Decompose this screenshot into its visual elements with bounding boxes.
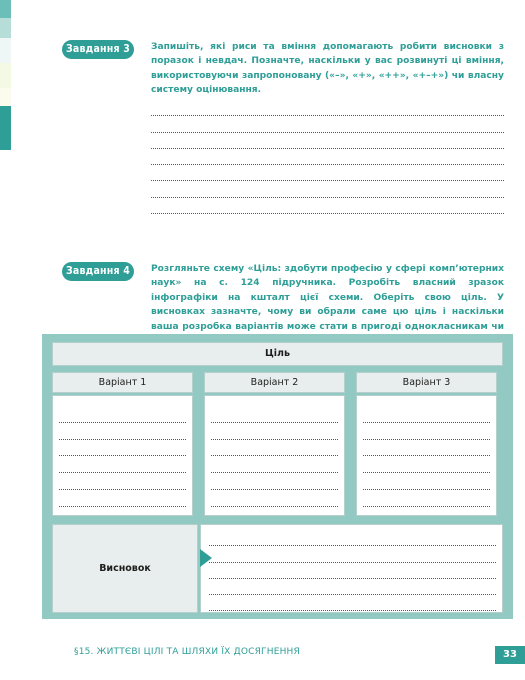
arrow-right-icon — [200, 549, 212, 567]
answer-line[interactable] — [211, 490, 338, 507]
answer-line[interactable] — [59, 406, 186, 423]
answer-line[interactable] — [211, 406, 338, 423]
side-strip-segment — [0, 63, 11, 88]
answer-line[interactable] — [209, 546, 496, 562]
answer-line[interactable] — [211, 440, 338, 457]
answer-line[interactable] — [363, 473, 490, 490]
variant-3-header: Варіант 3 — [356, 372, 497, 393]
task-4-badge: Завдання 4 — [62, 262, 134, 281]
answer-line[interactable] — [59, 440, 186, 457]
page-number: 33 — [495, 646, 525, 664]
task-4-text: Розгляньте схему «Ціль: здобути професію у сфері комп’ютерних наук» на с. 124 підручника. Розробіть власний зразок інфографіки на кшталт цієї схеми. Оберіть свою ціль. У висновках зазначте, чому ви обрали саме цю ціль і наскільки ваша розробка варіантів може стати в пригоді однокласникам чи — [151, 264, 504, 332]
answer-line[interactable] — [151, 149, 504, 165]
answer-line[interactable] — [59, 490, 186, 507]
answer-line[interactable] — [209, 579, 496, 595]
goal-header: Ціль — [52, 342, 503, 366]
answer-line[interactable] — [209, 595, 496, 611]
conclusion-label: Висновок — [52, 524, 198, 613]
answer-line[interactable] — [59, 456, 186, 473]
answer-line[interactable] — [209, 530, 496, 546]
variant-1-header: Варіант 1 — [52, 372, 193, 393]
conclusion-answer-area[interactable] — [200, 524, 503, 613]
answer-line[interactable] — [211, 423, 338, 440]
side-strip-segment — [0, 0, 11, 18]
answer-line[interactable] — [59, 423, 186, 440]
variant-3-answer-area[interactable] — [356, 395, 497, 516]
answer-line[interactable] — [59, 473, 186, 490]
task-3-badge: Завдання 3 — [62, 40, 134, 59]
answer-line[interactable] — [363, 440, 490, 457]
answer-line[interactable] — [363, 406, 490, 423]
answer-line[interactable] — [151, 116, 504, 132]
infographic-table — [42, 334, 513, 619]
answer-line[interactable] — [151, 181, 504, 197]
answer-line[interactable] — [151, 100, 504, 116]
side-strip-segment — [0, 106, 11, 150]
answer-line[interactable] — [363, 490, 490, 507]
side-strip-segment — [0, 38, 11, 63]
variant-2-header: Варіант 2 — [204, 372, 345, 393]
side-strip-segment — [0, 18, 11, 38]
answer-line[interactable] — [363, 456, 490, 473]
side-strip-segment — [0, 88, 11, 106]
variant-2-answer-area[interactable] — [204, 395, 345, 516]
answer-line[interactable] — [151, 198, 504, 214]
variant-1-answer-area[interactable] — [52, 395, 193, 516]
task-3-text: Запишіть, які риси та вміння допомагають робити висновки з поразок і невдач. Позначте, наскільки у вас розвинуті ці вміння, використовуючи запропоновану («–», «+», «++», «+–+») чи власну систему оцінювання. — [151, 42, 504, 96]
answer-line[interactable] — [151, 133, 504, 149]
answer-line[interactable] — [211, 456, 338, 473]
task-3-answer-lines[interactable] — [151, 100, 504, 214]
answer-line[interactable] — [211, 473, 338, 490]
answer-line[interactable] — [363, 423, 490, 440]
answer-line[interactable] — [209, 563, 496, 579]
answer-line[interactable] — [151, 165, 504, 181]
section-footer: §15. ЖИТТЄВІ ЦІЛІ ТА ШЛЯХИ ЇХ ДОСЯГНЕННЯ — [74, 647, 300, 657]
